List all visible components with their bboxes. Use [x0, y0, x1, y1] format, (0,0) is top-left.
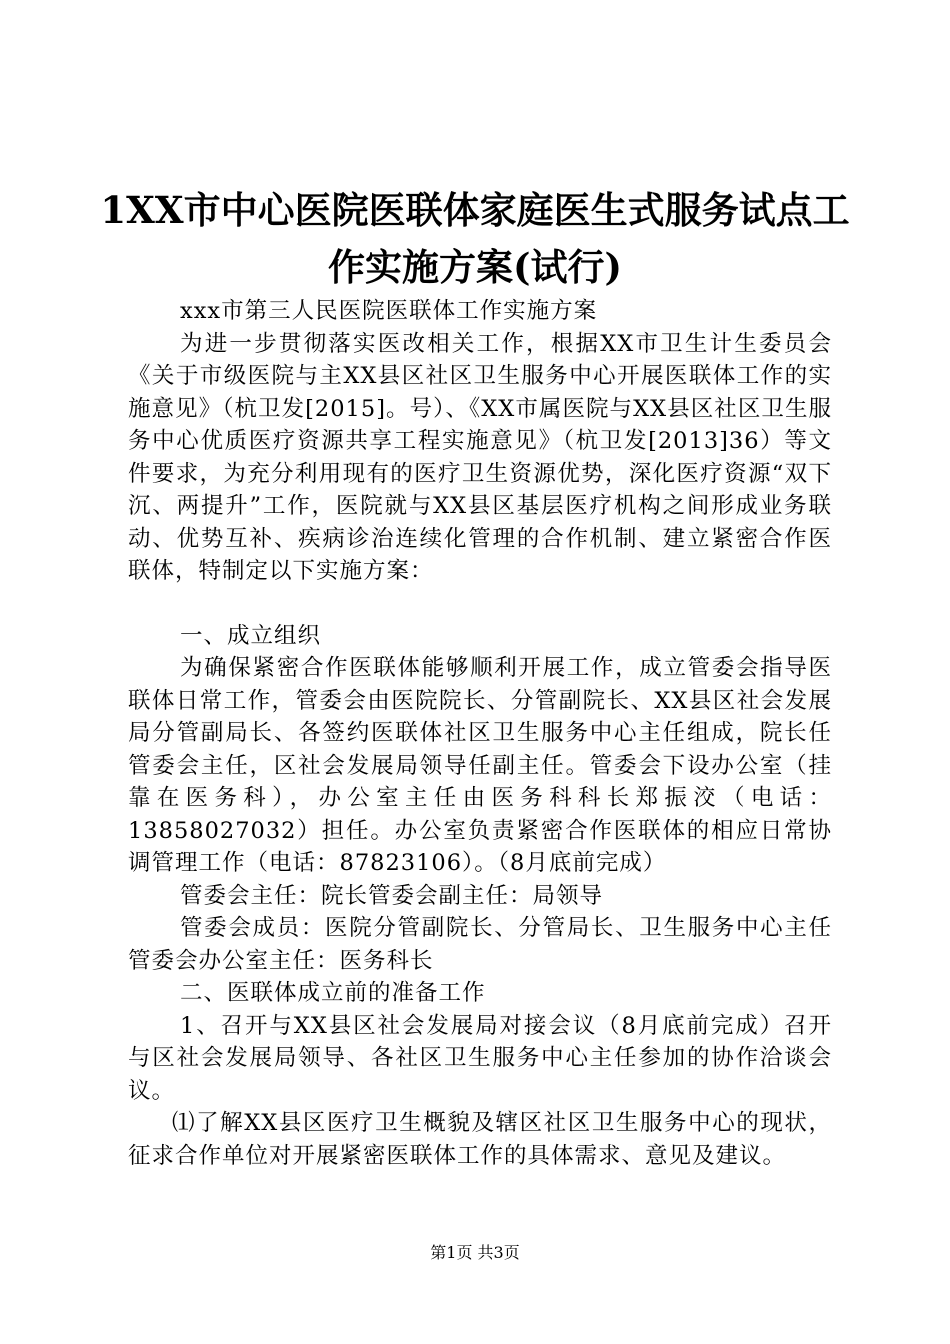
section-heading-1: 一、成立组织: [180, 622, 322, 649]
paragraph-gap: [128, 588, 832, 620]
paragraph-committee-director: 管委会主任：院长管委会副主任：局领导: [180, 882, 604, 909]
paragraph-meeting: 1、召开与XX县区社会发展局对接会议（8月底前完成）召开与区社会发展局领导、各社区卫生服务中心主任参加的协作洽谈会议。: [128, 1012, 832, 1104]
document-subtitle: xxx市第三人民医院医联体工作实施方案: [180, 298, 598, 324]
paragraph-intro: 为进一步贯彻落实医改相关工作，根据XX市卫生计生委员会《关于市级医院与主XX县区社区卫生服务中心开展医联体工作的实施意见》（杭卫发[2015]。号）、《XX市属医院与XX县区社区卫生服务中心优质医疗资源共享工程实施意见》（杭卫发[2013]36）等文件要求，为充分利用现有的医疗卫生资源优势，深化医疗资源“双下沉、两提升”工作，医院就与XX县区基层医疗机构之间形成业务联动、优势互补、疾病诊治连续化管理的合作机制、建立紧密合作医联体，特制定以下实施方案：: [128, 330, 832, 584]
paragraph-committee-members: 管委会成员：医院分管副院长、分管局长、卫生服务中心主任管委会办公室主任：医务科长: [128, 915, 832, 974]
page-footer: 第1页 共3页: [430, 1243, 520, 1262]
document-title-line-2: 作实施方案(试行): [327, 245, 622, 289]
document-body: [128, 295, 832, 1172]
document-title-line-1: 1XX市中心医院医联体家庭医生式服务试点工: [100, 188, 850, 232]
section-heading-2: 二、医联体成立前的准备工作: [180, 980, 486, 1006]
paragraph-survey: ⑴了解XX县区医疗卫生概貌及辖区社区卫生服务中心的现状，征求合作单位对开展紧密医联体工作的具体需求、意见及建议。: [128, 1110, 832, 1169]
paragraph-organization: 为确保紧密合作医联体能够顺利开展工作，成立管委会指导医联体日常工作，管委会由医院院长、分管副院长、XX县区社会发展局分管副局长、各签约医联体社区卫生服务中心主任组成，院长任管委会主任，区社会发展局领导任副主任。管委会下设办公室（挂靠在医务科），办公室主任由医务科科长郑振洨（电话：13858027032）担任。办公室负责紧密合作医联体的相应日常协调管理工作（电话：87823106）。（8月底前完成）: [128, 655, 832, 876]
